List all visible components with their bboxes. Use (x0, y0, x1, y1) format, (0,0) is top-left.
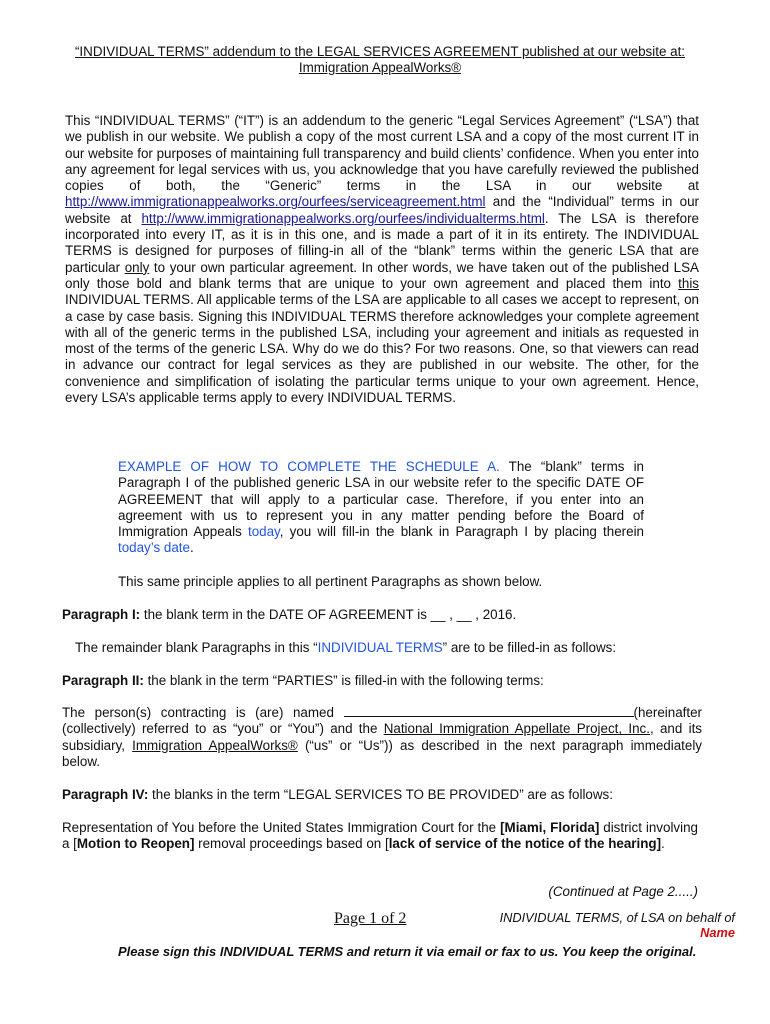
paragraph-i-text: the blank term in the DATE OF AGREEMENT is __ , __ , 2016. (140, 607, 517, 622)
intro-this-emphasis: this (678, 275, 699, 291)
representation-text-4: . (661, 836, 665, 852)
document-title (62, 44, 698, 76)
representation-basis: lack of service of the notice of the hearing] (388, 836, 662, 852)
intro-text-5: INDIVIDUAL TERMS. All applicable terms of the LSA are applicable to all cases we accept to represent, on a case by case basis. Signing this INDIVIDUAL TERMS therefore acknowledges your complete agreement with all of the generic terms in the published LSA, including your agreement and initials as requested in most of the terms of the generic LSA. Why do we do this? For two reasons. One, so that viewers can read in advance our contract for legal services as they are published in our website. The other, for the convenience and simplification of isolating the particular terms unique to your own agreement. Hence, every LSA’s applicable terms apply to every INDIVIDUAL TERMS. (65, 292, 699, 406)
title-line-1: “INDIVIDUAL TERMS” addendum to the LEGAL SERVICES AGREEMENT published at our website at: (74, 44, 686, 59)
intro-text-3: . The LSA is therefore incorporated into every IT, as it is in this one, and is made a part of it in its entirety. The INDIVIDUAL TERMS is designed for purposes of filling-in all of the “blank” terms within the generic LSA that are particular (65, 210, 699, 275)
intro-only-emphasis: only (124, 259, 150, 275)
representation-district: [Miami, Florida] (500, 820, 600, 835)
paragraph-i-label: Paragraph I: (62, 607, 141, 622)
page-number: Page 1 of 2 (334, 910, 407, 927)
intro-text-1: This “INDIVIDUAL TERMS” (“IT”) is an addendum to the generic “Legal Services Agreement” (“LSA”) that we publish in our website. We publish a copy of the most current LSA and a copy of the most current IT in our website for purposes of maintaining full transparency and build clients’ confidence. When you enter into any agreement for legal services with us, you acknowledge that you have carefully reviewed the published copies of both, the “Generic” terms in the LSA in our website at (65, 113, 699, 194)
individual-terms-link[interactable]: http://www.immigrationappealworks.org/ourfees/individualterms.html (141, 210, 545, 226)
footer-client-name: Name (700, 925, 735, 940)
persons-text-4: (“us” or “Us”)) as described in the next paragraph immediately below. (62, 737, 703, 769)
intro-paragraph (65, 113, 699, 406)
title-line-2: Immigration AppealWorks® (298, 60, 462, 75)
persons-text-3: , and its subsidiary, (62, 721, 702, 753)
remainder-paragraph (75, 640, 705, 656)
paragraph-iv-label: Paragraph IV: (62, 787, 149, 802)
representation-text-3: removal proceedings based on [ (194, 836, 389, 852)
remainder-text-1: The remainder blank Paragraphs in this “ (75, 640, 318, 655)
same-principle-text: This same principle applies to all pertinent Paragraphs as shown below. (118, 574, 543, 589)
persons-text-1: The person(s) contracting is (are) named (62, 705, 344, 720)
example-text-1: The “blank” terms in Paragraph I of the published generic LSA in our website refer to the specific DATE OF AGREEMENT that will apply to a particular case. Therefore, if you enter into an agreement with us to represent you in any matter pending before the Board of Immigration Appeals (118, 459, 644, 540)
intro-text-2: and the “Individual” terms in our website at (65, 194, 699, 226)
example-today: today (247, 524, 280, 540)
remainder-highlight: INDIVIDUAL TERMS (317, 640, 443, 655)
paragraph-ii-label: Paragraph II: (62, 673, 144, 688)
continued-note: (Continued at Page 2.....) (548, 884, 698, 899)
paragraph-iv (62, 787, 702, 803)
example-paragraph (118, 459, 644, 557)
representation-text-1: Representation of You before the United States Immigration Court for the (62, 820, 501, 835)
persons-text-2: (hereinafter (collectively) referred to as “you” or “You”) and the (62, 705, 702, 737)
paragraph-i (62, 607, 702, 623)
paragraph-ii (62, 673, 702, 689)
persons-paragraph (62, 705, 702, 770)
representation-text-2: district involving a [ (62, 820, 698, 852)
footer-behalf-line: INDIVIDUAL TERMS, of LSA on behalf of (499, 910, 735, 925)
remainder-text-2: ” are to be filled-in as follows: (442, 640, 617, 655)
sign-instruction: Please sign this INDIVIDUAL TERMS and return it via email or fax to us. You keep the original. (118, 944, 697, 959)
paragraph-ii-text: the blank in the term “PARTIES” is filled-in with the following terms: (143, 673, 544, 688)
name-blank-line[interactable] (344, 705, 634, 717)
representation-motion: Motion to Reopen] (76, 836, 195, 852)
example-text-3: . (189, 540, 194, 556)
example-todays-date: today’s date (118, 540, 190, 556)
subsidiary-name: Immigration AppealWorks® (132, 737, 298, 753)
paragraph-iv-text: the blanks in the term “LEGAL SERVICES TO BE PROVIDED” are as follows: (148, 787, 613, 802)
footer-behalf (500, 910, 735, 940)
intro-text-4: to your own particular agreement. In other words, we have taken out of the published LSA only those bold and blank terms that are unique to your own agreement and placed them into (65, 259, 699, 291)
service-agreement-link[interactable]: http://www.immigrationappealworks.org/ourfees/serviceagreement.html (65, 194, 486, 210)
organization-name: National Immigration Appellate Project, Inc. (383, 721, 650, 737)
example-text-2: , you will fill-in the blank in Paragraph I by placing therein (279, 524, 644, 540)
representation-paragraph (62, 820, 698, 853)
example-heading: EXAMPLE OF HOW TO COMPLETE THE SCHEDULE A. (118, 459, 500, 474)
